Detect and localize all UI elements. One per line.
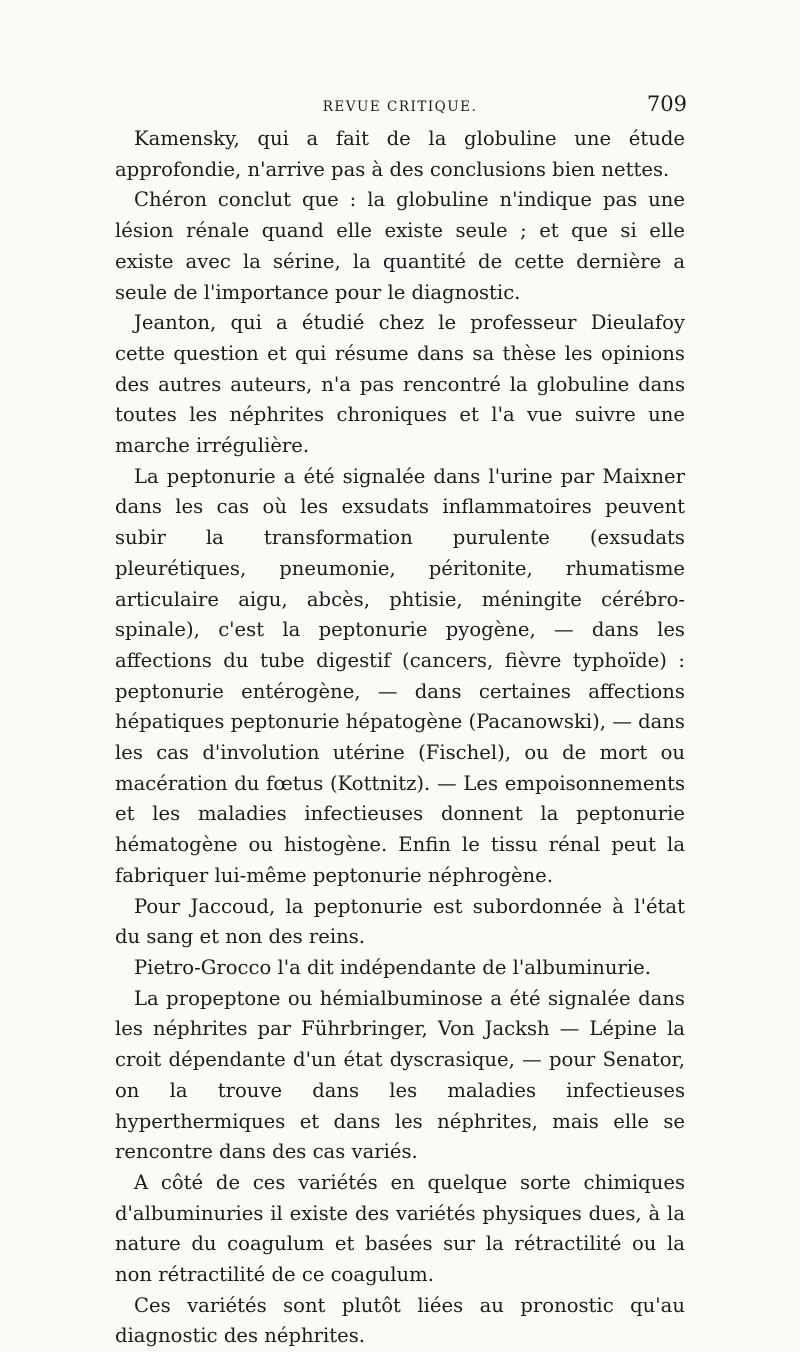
paragraph: Kamensky, qui a fait de la globuline une étude approfondie, n'arrive pas à des conclusions bien nettes.	[115, 127, 685, 181]
paragraph: La propeptone ou hémialbuminose a été signalée dans les néphrites par Führbringer, Von Jacksh — Lépine la croit dépendante d'un état dyscrasique, — pour Senator, on la trouve dans les maladies infectieuses hyperthermiques et dans les néphrites, mais elle se rencontre dans des cas variés.	[115, 986, 685, 1164]
paragraph: Chéron conclut que : la globuline n'indique pas une lésion rénale quand elle existe seule ; et que si elle existe avec la sérine, la quantité de cette dernière a seule de l'importance pour le diagnostic.	[115, 188, 685, 304]
body-text	[115, 124, 685, 1352]
paragraph: Ces variétés sont plutôt liées au pronostic qu'au diagnostic des néphrites.	[115, 1293, 685, 1348]
paragraph: A côté de ces variétés en quelque sorte chimiques d'albuminuries il existe des variétés physiques dues, à la nature du coagulum et basées sur la rétractilité ou la non rétractilité de ce coagulum.	[115, 1170, 685, 1287]
paragraph: La peptonurie a été signalée dans l'urine par Maixner dans les cas où les exsudats inflammatoires peuvent subir la transformation purulente (exsudats pleurétiques, pneumonie, péritonite, rhumatisme articulaire aigu, abcès, phtisie, méningite cérébro-spinale), c'est la peptonurie pyogène, — dans les affections du tube digestif (cancers, fièvre typhoïde) : peptonurie entérogène, — dans certaines affections hépatiques peptonurie hépatogène (Pacanowski), — dans les cas d'involution utérine (Fischel), ou de mort ou macération du fœtus (Kottnitz). — Les empoisonnements et les maladies infectieuses donnent la peptonurie hématogène ou histogène. Enfin le tissu rénal peut la fabriquer lui-même peptonurie néphrogène.	[115, 464, 685, 887]
paragraph: Jeanton, qui a étudié chez le professeur Dieulafoy cette question et qui résume dans sa thèse les opinions des autres auteurs, n'a pas rencontré la globuline dans toutes les néphrites chroniques et l'a vue suivre une marche irrégulière.	[115, 311, 685, 458]
running-title: REVUE CRITIQUE.	[322, 99, 478, 115]
running-header	[115, 93, 685, 121]
paragraph: Pour Jaccoud, la peptonurie est subordonnée à l'état du sang et non des reins.	[115, 894, 685, 949]
page-number: 709	[646, 92, 687, 116]
paragraph: Pietro-Grocco l'a dit indépendante de l'albuminurie.	[134, 955, 651, 979]
